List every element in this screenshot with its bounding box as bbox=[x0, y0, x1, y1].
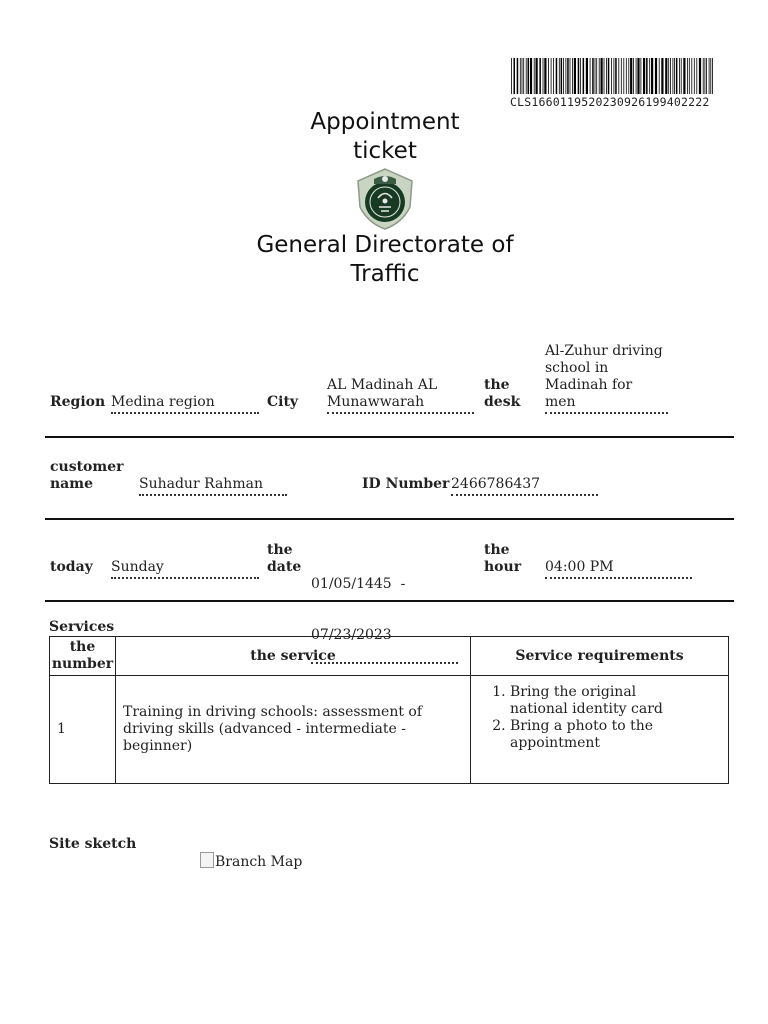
barcode-bar bbox=[511, 58, 512, 94]
barcode-bar bbox=[574, 58, 576, 94]
barcode-bar bbox=[536, 58, 538, 94]
barcode-bar bbox=[601, 58, 603, 94]
barcode-bar bbox=[534, 58, 535, 94]
desk-value bbox=[545, 343, 668, 414]
barcode-bar bbox=[681, 58, 682, 94]
barcode-bar bbox=[628, 58, 629, 94]
service-requirements-cell bbox=[471, 676, 729, 784]
column-header-number bbox=[50, 637, 116, 676]
barcode-bar bbox=[618, 58, 619, 94]
divider bbox=[45, 600, 734, 602]
barcode-bar bbox=[578, 58, 580, 94]
broken-image-icon bbox=[200, 852, 214, 868]
service-line-3: beginner) bbox=[123, 738, 193, 754]
barcode-bar bbox=[670, 58, 671, 94]
date-label bbox=[267, 542, 301, 576]
barcode-bar bbox=[556, 58, 558, 94]
barcode-bar bbox=[566, 58, 567, 94]
barcode-bar bbox=[673, 58, 674, 94]
barcode-bar bbox=[526, 58, 527, 94]
date-value-line-2: 07/23/2023 bbox=[311, 627, 392, 643]
id-number-label: ID Number bbox=[362, 476, 450, 492]
barcode-bar bbox=[626, 58, 627, 94]
barcode-bar bbox=[649, 58, 650, 94]
barcode-bar bbox=[590, 58, 591, 94]
barcode-bar bbox=[592, 58, 594, 94]
barcode-image bbox=[511, 58, 715, 94]
city-value-line-1: AL Madinah AL bbox=[327, 377, 438, 393]
barcode-bar bbox=[665, 58, 667, 94]
barcode-bar bbox=[676, 58, 678, 94]
desk-label-line-2: desk bbox=[484, 394, 521, 410]
barcode-bar bbox=[633, 58, 634, 94]
barcode-bar bbox=[514, 58, 516, 94]
barcode-bar bbox=[651, 58, 653, 94]
barcode-bar bbox=[687, 58, 688, 94]
barcode-bar bbox=[561, 58, 563, 94]
date-label-line-1: the bbox=[267, 542, 293, 558]
barcode-bar bbox=[705, 58, 706, 94]
city-label: City bbox=[267, 394, 299, 410]
desk-label bbox=[484, 377, 520, 411]
barcode-bar bbox=[520, 58, 521, 94]
site-sketch-label: Site sketch bbox=[49, 836, 137, 852]
divider bbox=[45, 518, 734, 520]
customer-name-label bbox=[50, 459, 124, 493]
today-value: Sunday bbox=[111, 559, 259, 579]
org-line-2: Traffic bbox=[350, 261, 420, 287]
desk-value-line-1: Al-Zuhur driving bbox=[545, 343, 663, 359]
barcode-bar bbox=[523, 58, 524, 94]
branch-map-image bbox=[200, 852, 302, 871]
date-label-line-2: date bbox=[267, 559, 302, 575]
city-value-line-2: Munawwarah bbox=[327, 394, 425, 410]
barcode-bar bbox=[679, 58, 680, 94]
barcode-bar bbox=[621, 58, 622, 94]
number-header-line-2: number bbox=[51, 656, 114, 672]
barcode-bar bbox=[539, 58, 541, 94]
barcode-bar bbox=[544, 58, 546, 94]
barcode-bar bbox=[583, 58, 585, 94]
barcode-bar bbox=[551, 58, 552, 94]
barcode-bar bbox=[683, 58, 685, 94]
barcode-bar bbox=[661, 58, 663, 94]
desk-label-line-1: the bbox=[484, 377, 510, 393]
services-heading: Services bbox=[49, 619, 115, 635]
barcode-bar bbox=[553, 58, 554, 94]
number-header-line-1: the bbox=[69, 639, 96, 655]
barcode-bar bbox=[596, 58, 597, 94]
region-value: Medina region bbox=[111, 394, 259, 414]
org-line-1: General Directorate of bbox=[256, 232, 514, 258]
barcode-bar bbox=[517, 58, 519, 94]
barcode-bar bbox=[608, 58, 610, 94]
hour-value: 04:00 PM bbox=[545, 559, 692, 579]
id-number-value: 2466786437 bbox=[451, 476, 598, 496]
barcode-bar bbox=[641, 58, 642, 94]
barcode-bar bbox=[712, 58, 713, 94]
barcode-bar bbox=[674, 58, 675, 94]
column-header-requirements: Service requirements bbox=[471, 637, 729, 676]
barcode-bar bbox=[646, 58, 648, 94]
barcode-bar bbox=[530, 58, 532, 94]
barcode-bar bbox=[643, 58, 645, 94]
barcode-bar bbox=[630, 58, 632, 94]
barcode-bar bbox=[586, 58, 588, 94]
barcode-bar bbox=[567, 58, 569, 94]
barcode-bar bbox=[570, 58, 571, 94]
requirement-item bbox=[510, 718, 721, 752]
barcode-bar bbox=[691, 58, 692, 94]
barcode-bar bbox=[699, 58, 701, 94]
barcode-bar bbox=[580, 58, 581, 94]
barcode-bar bbox=[604, 58, 605, 94]
title-line-2: ticket bbox=[353, 138, 417, 164]
desk-value-line-3: Madinah for bbox=[545, 377, 633, 393]
page-title bbox=[270, 108, 500, 166]
today-label: today bbox=[50, 559, 93, 575]
barcode-bar bbox=[694, 58, 695, 94]
barcode-bar bbox=[696, 58, 697, 94]
barcode-bar bbox=[599, 58, 600, 94]
service-line-2: driving skills (advanced - intermediate - bbox=[123, 721, 406, 737]
barcode-bar bbox=[709, 58, 710, 94]
barcode-bar bbox=[543, 58, 544, 94]
hour-label bbox=[484, 542, 521, 576]
requirement-2-line-2: appointment bbox=[510, 734, 601, 751]
divider bbox=[45, 436, 734, 438]
barcode-bar bbox=[595, 58, 596, 94]
barcode-bar bbox=[710, 58, 711, 94]
barcode-bar bbox=[668, 58, 669, 94]
requirement-1-line-2: national identity card bbox=[510, 700, 663, 717]
service-description-cell bbox=[116, 676, 471, 784]
customer-name-value: Suhadur Rahman bbox=[139, 476, 287, 496]
desk-value-line-4: men bbox=[545, 394, 576, 410]
barcode-bar bbox=[615, 58, 617, 94]
table-row bbox=[50, 676, 729, 784]
requirements-list bbox=[478, 684, 721, 752]
barcode-bar bbox=[655, 58, 657, 94]
hour-label-line-1: the bbox=[484, 542, 510, 558]
barcode-bar bbox=[623, 58, 624, 94]
column-header-service: the service bbox=[116, 637, 471, 676]
barcode-bar bbox=[548, 58, 549, 94]
barcode-bar bbox=[659, 58, 660, 94]
services-table bbox=[49, 636, 729, 784]
barcode-bar bbox=[559, 58, 560, 94]
barcode-bar bbox=[689, 58, 690, 94]
table-header-row bbox=[50, 637, 729, 676]
barcode-bar bbox=[528, 58, 530, 94]
barcode-bar bbox=[611, 58, 612, 94]
branch-map-alt-text: Branch Map bbox=[215, 854, 303, 870]
barcode-bar bbox=[563, 58, 564, 94]
service-number-cell: 1 bbox=[50, 676, 116, 784]
customer-label-line-1: customer bbox=[50, 459, 124, 475]
barcode-bar bbox=[637, 58, 639, 94]
barcode-bar bbox=[606, 58, 607, 94]
barcode-number: CLS1660119520230926199402222 bbox=[510, 95, 710, 109]
barcode-bar bbox=[614, 58, 615, 94]
service-line-1: Training in driving schools: assessment of bbox=[123, 704, 423, 720]
barcode-bar bbox=[636, 58, 637, 94]
barcode-bar bbox=[703, 58, 704, 94]
traffic-emblem-icon bbox=[352, 167, 418, 231]
requirement-2-line-1: 2. Bring a photo to the bbox=[510, 717, 654, 734]
requirement-1-line-1: 1. Bring the original bbox=[510, 683, 637, 700]
organization-name bbox=[240, 231, 530, 289]
requirement-item bbox=[510, 684, 721, 718]
barcode-bar bbox=[572, 58, 573, 94]
desk-value-line-2: school in bbox=[545, 360, 609, 376]
hour-label-line-2: hour bbox=[484, 559, 522, 575]
barcode-bar bbox=[522, 58, 523, 94]
region-label: Region bbox=[50, 394, 106, 410]
customer-label-line-2: name bbox=[50, 476, 93, 492]
date-value-line-1: 01/05/1445 - bbox=[311, 576, 406, 592]
barcode-bar bbox=[706, 58, 707, 94]
title-line-1: Appointment bbox=[310, 109, 460, 135]
city-value bbox=[327, 377, 474, 414]
